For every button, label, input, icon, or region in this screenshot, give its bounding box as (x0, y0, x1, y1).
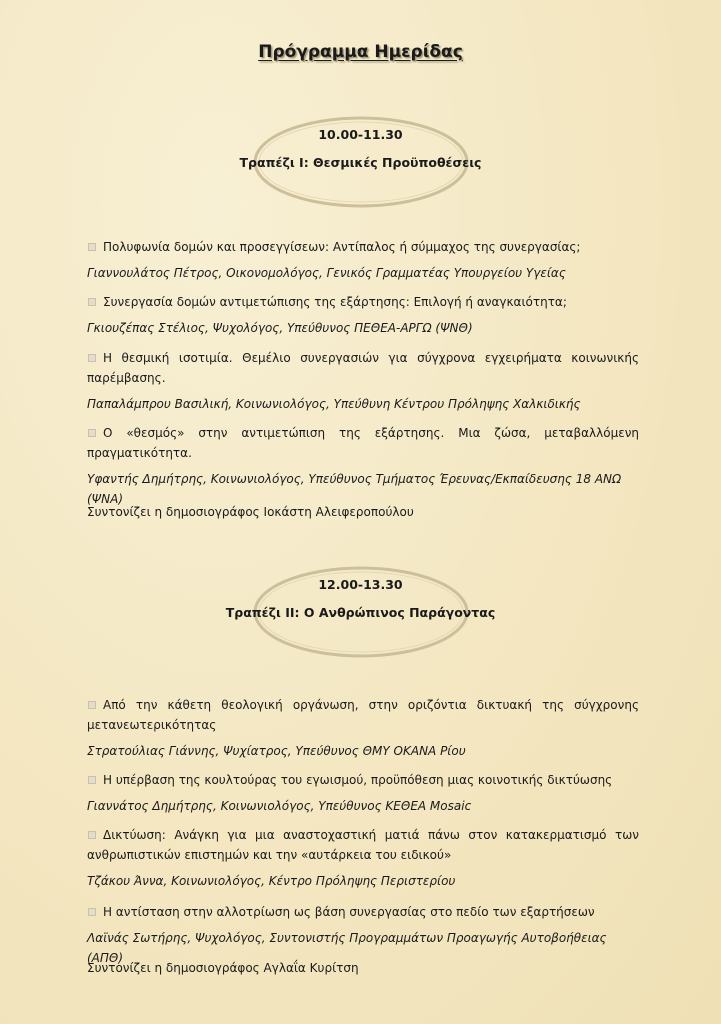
bullet-icon (87, 830, 97, 840)
talk-topic: Η υπέρβαση της κουλτούρας του εγωισμού, προϋπόθεση μιας κοινοτικής δικτύωσης (103, 773, 613, 787)
session-1-moderator: Συντονίζει η δημοσιογράφος Ιοκάστη Αλειφεροπούλου (87, 505, 414, 519)
talk-item (87, 237, 639, 283)
talk-item (87, 770, 639, 816)
session-1-title: Τραπέζι Ι: Θεσμικές Προϋποθέσεις (239, 155, 482, 170)
session-1-time: 10.00-11.30 (318, 127, 403, 142)
talk-speaker: Γιαννουλάτος Πέτρος, Οικονομολόγος, Γενικός Γραμματέας Υπουργείου Υγείας (87, 266, 566, 280)
talk-item (87, 695, 639, 761)
session-2-title: Τραπέζι ΙΙ: Ο Ανθρώπινος Παράγοντας (225, 605, 496, 620)
talk-item (87, 348, 639, 414)
talk-topic: Η θεσμική ισοτιμία. Θεμέλιο συνεργασιών για σύγχρονα εγχειρήματα κοινωνικής παρέμβασης. (87, 351, 639, 385)
bullet-icon (87, 242, 97, 252)
session-2-header (0, 563, 721, 663)
talk-speaker: Γκιουζέπας Στέλιος, Ψυχολόγος, Υπεύθυνος ΠΕΘΕΑ-ΑΡΓΩ (ΨΝΘ) (87, 321, 473, 335)
talk-topic: Η αντίσταση στην αλλοτρίωση ως βάση συνεργασίας στο πεδίο των εξαρτήσεων (103, 905, 595, 919)
talk-speaker: Παπαλάμπρου Βασιλική, Κοινωνιολόγος, Υπεύθυνη Κέντρου Πρόληψης Χαλκιδικής (87, 397, 581, 411)
session-2-time: 12.00-13.30 (318, 577, 403, 592)
talk-speaker: Γιαννάτος Δημήτρης, Κοινωνιολόγος, Υπεύθυνος ΚΕΘΕΑ Mosaic (87, 799, 472, 813)
talk-item (87, 825, 639, 891)
bullet-icon (87, 297, 97, 307)
talk-speaker: Λαϊνάς Σωτήρης, Ψυχολόγος, Συντονιστής Προγραμμάτων Προαγωγής Αυτοβοήθειας (ΑΠΘ) (87, 931, 607, 965)
talk-topic: Συνεργασία δομών αντιμετώπισης της εξάρτησης: Επιλογή ή αναγκαιότητα; (103, 295, 567, 309)
talk-topic: Ο «θεσμός» στην αντιμετώπιση της εξάρτησης. Μια ζώσα, μεταβαλλόμενη πραγματικότητα. (87, 426, 639, 460)
talk-speaker: Τζάκου Άννα, Κοινωνιολόγος, Κέντρο Πρόληψης Περιστερίου (87, 874, 456, 888)
talk-topic: Πολυφωνία δομών και προσεγγίσεων: Αντίπαλος ή σύμμαχος της συνεργασίας; (103, 240, 581, 254)
talk-speaker: Στρατούλιας Γιάννης, Ψυχίατρος, Υπεύθυνος ΘΜΥ ΟΚΑΝΑ Ρίου (87, 744, 466, 758)
talk-item (87, 902, 639, 968)
bullet-icon (87, 775, 97, 785)
talk-item (87, 423, 639, 509)
talk-speaker: Υφαντής Δημήτρης, Κοινωνιολόγος, Υπεύθυνος Τμήματος Έρευνας/Εκπαίδευσης 18 ΑΝΩ (ΨΝΑ) (87, 472, 622, 506)
talk-topic: Από την κάθετη θεολογική οργάνωση, στην οριζόντια δικτυακή της σύγχρονης μετανεωτερικότητας (87, 698, 639, 732)
session-2-moderator: Συντονίζει η δημοσιογράφος Αγλαΐα Κυρίτση (87, 961, 359, 975)
talk-topic: Δικτύωση: Ανάγκη για μια αναστοχαστική ματιά πάνω στον κατακερματισμό των ανθρωπιστικών επιστημών και την «αυτάρκεια του ειδικού» (87, 828, 639, 862)
talk-item (87, 292, 639, 338)
page-title: Πρόγραμμα Ημερίδας (258, 42, 463, 62)
bullet-icon (87, 428, 97, 438)
bullet-icon (87, 907, 97, 917)
session-1-header (0, 113, 721, 213)
bullet-icon (87, 353, 97, 363)
bullet-icon (87, 700, 97, 710)
